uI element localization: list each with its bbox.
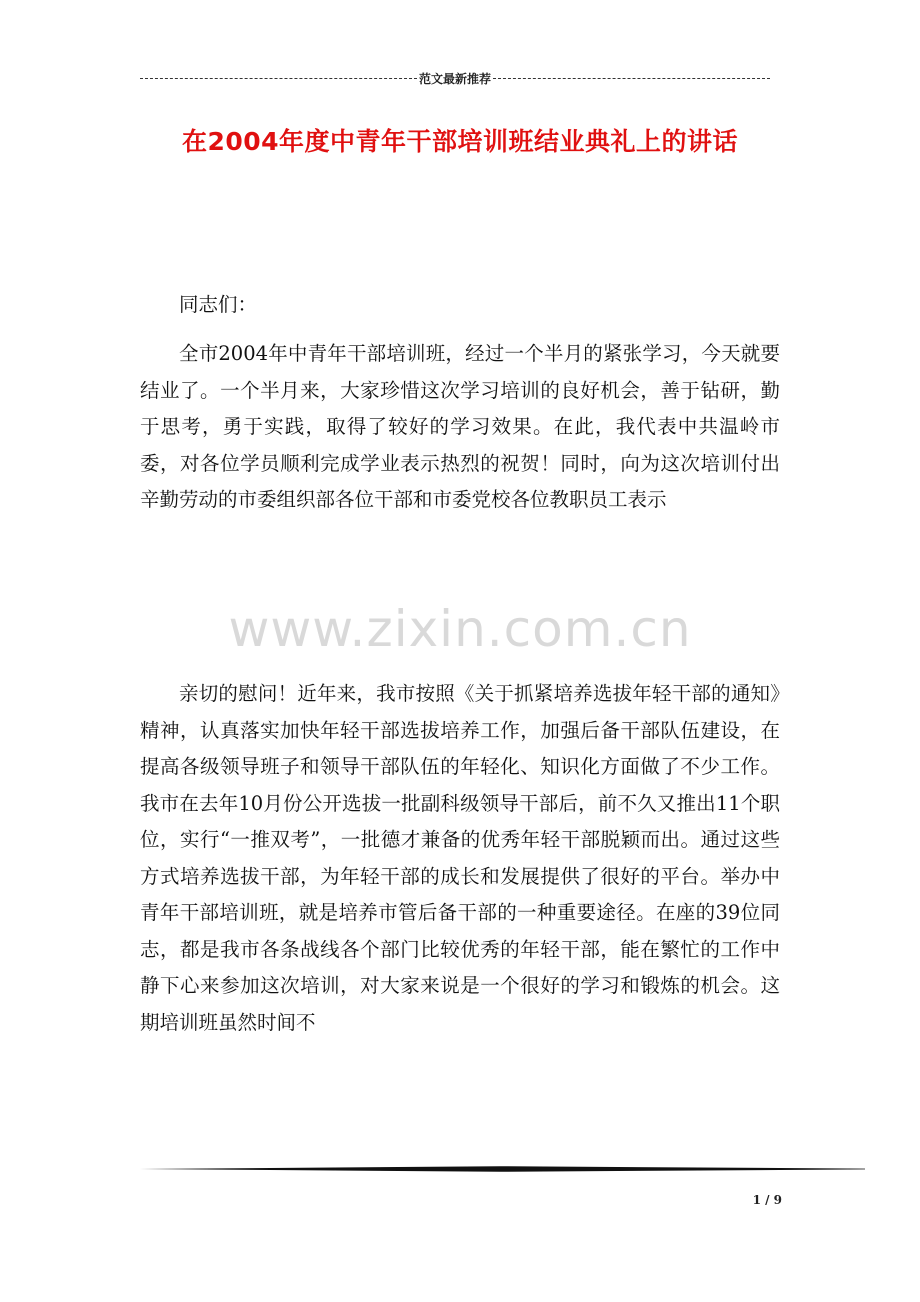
watermark: www.zixin.com.cn [228,600,692,658]
paragraph-block-1 [140,336,780,519]
greeting: 同志们： [179,293,258,316]
footer-rule [140,1166,865,1172]
header-label: 范文最新推荐 [419,71,492,86]
paragraph-1: 全市2004年中青年干部培训班，经过一个半月的紧张学习，今天就要结业了。一个半月来，大家珍惜这次学习培训的良好机会，善于钻研，勤于思考，勇于实践，取得了较好的学习效果。在此，我代表中共温岭市委，对各位学员顺利完成学业表示热烈的祝贺！同时，向为这次培训付出辛勤劳动的市委组织部各位干部和市委党校各位教职员工表示 [140,342,780,511]
greeting-block [140,287,780,324]
header-dash-right [493,78,770,79]
paragraph-2: 亲切的慰问！近年来，我市按照《关于抓紧培养选拔年轻干部的通知》精神，认真落实加快年轻干部选拔培养工作，加强后备干部队伍建设，在提高各级领导班子和领导干部队伍的年轻化、知识化方面做了不少工作。我市在去年10月份公开选拔一批副科级领导干部后，前不久又推出11个职位，实行“一推双考”，一批德才兼备的优秀年轻干部脱颖而出。通过这些方式培养选拔干部，为年轻干部的成长和发展提供了很好的平台。举办中青年干部培训班，就是培养市管后备干部的一种重要途径。在座的39位同志，都是我市各条战线各个部门比较优秀的年轻干部，能在繁忙的工作中静下心来参加这次培训，对大家来说是一个很好的学习和锻炼的机会。这期培训班虽然时间不 [140,682,780,1034]
page-number: 1 / 9 [752,1193,782,1207]
document-title: 在2004年度中青年干部培训班结业典礼上的讲话 [181,127,739,156]
paragraph-block-2 [140,676,780,1041]
header-dash-left [140,78,417,79]
page-header [140,68,770,88]
